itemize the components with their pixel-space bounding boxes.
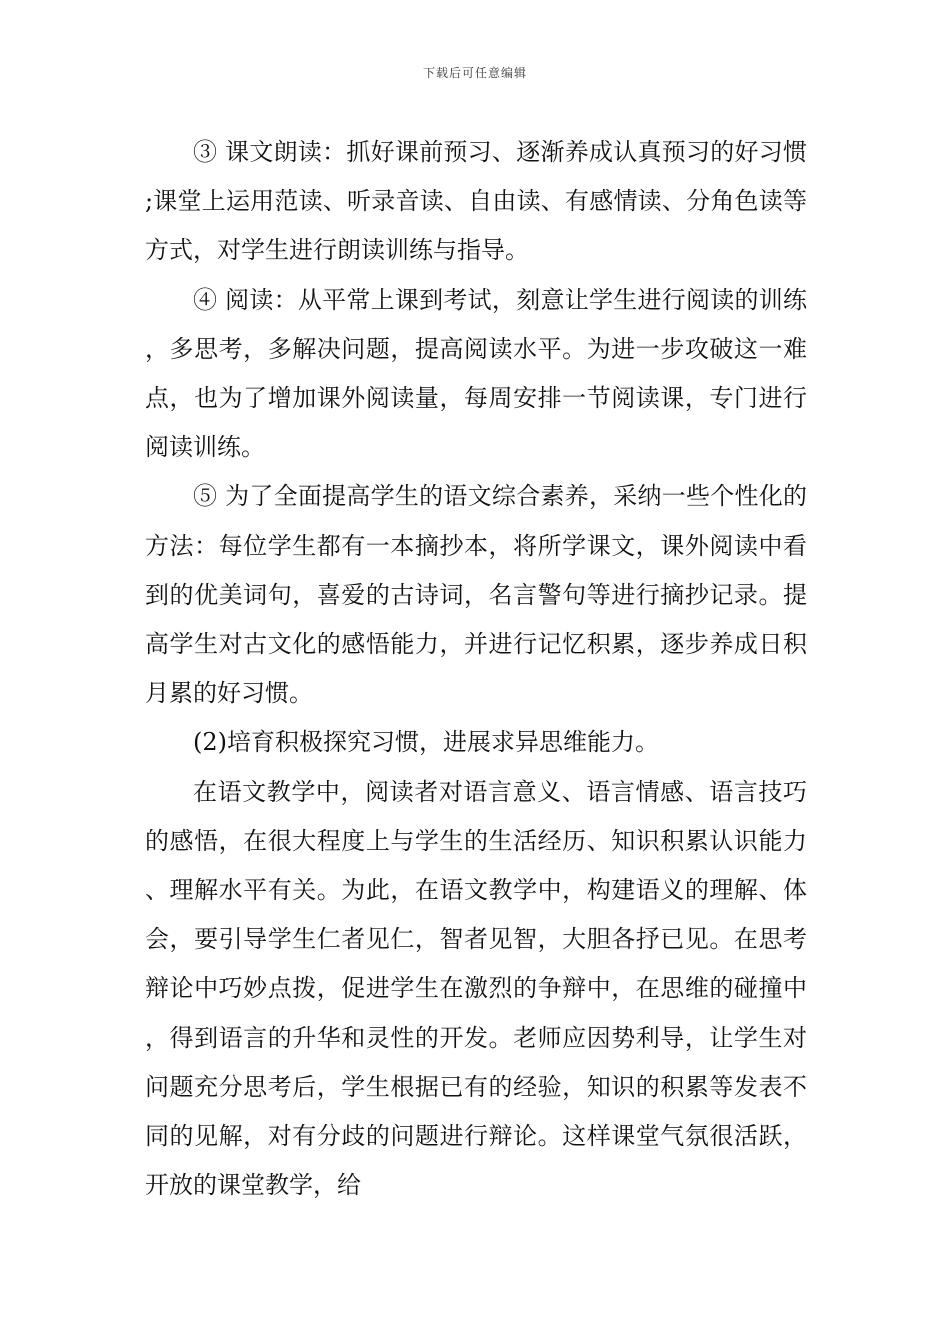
page-header: 下载后可任意编辑 [422,66,527,80]
document-body [145,128,807,1210]
paragraph-excerpt-notebook: ⑤ 为了全面提高学生的语文综合素养，采纳一些个性化的方法：每位学生都有一本摘抄本，将所学课文，课外阅读中看到的优美词句，喜爱的古诗词，名言警句等进行摘抄记录。提高学生对古文化的感悟能力，并进行记忆积累，逐步养成日积月累的好习惯。 [145,482,807,708]
paragraph-subheading-inquiry: (2)培育积极探究习惯，进展求异思维能力。 [193,728,659,757]
paragraph-classroom-discussion: 在语文教学中，阅读者对语言意义、语言情感、语言技巧的感悟，在很大程度上与学生的生活经历、知识积累认识能力、理解水平有关。为此，在语文教学中，构建语义的理解、体会，要引导学生仁者见仁，智者见智，大胆各抒已见。在思考辩论中巧妙点拨，促进学生在激烈的争辩中，在思维的碰撞中，得到语言的升华和灵性的开发。老师应因势利导，让学生对问题充分思考后，学生根据已有的经验，知识的积累等发表不同的见解，对有分歧的问题进行辩论。这样课堂气氛很活跃，开放的课堂教学，给 [145,777,807,1200]
paragraph-reading: ④ 阅读：从平常上课到考试，刻意让学生进行阅读的训练，多思考，多解决问题，提高阅读水平。为进一步攻破这一难点，也为了增加课外阅读量，每周安排一节阅读课，专门进行阅读训练。 [145,285,807,462]
paragraph-reading-aloud: ③ 课文朗读：抓好课前预习、逐渐养成认真预习的好习惯;课堂上运用范读、听录音读、自由读、有感情读、分角色读等方式，对学生进行朗读训练与指导。 [145,138,807,265]
